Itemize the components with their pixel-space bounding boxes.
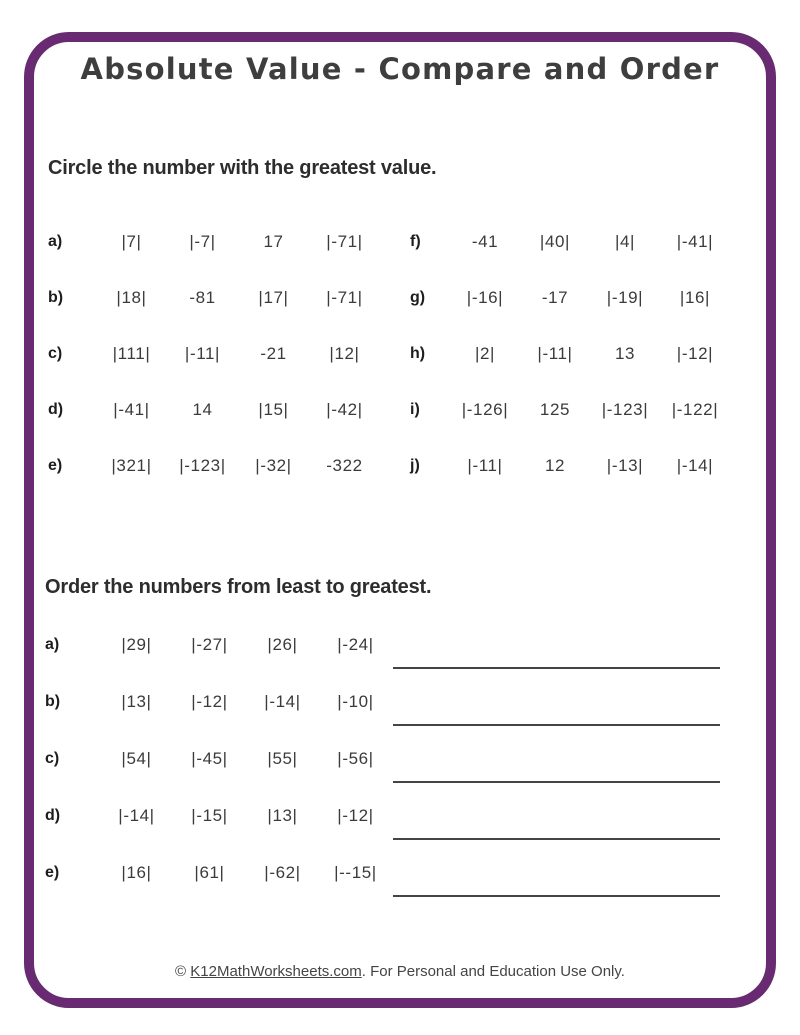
problem-row-i <box>410 382 732 438</box>
copyright-prefix: © <box>175 963 191 980</box>
value-cell: |-14| <box>676 456 714 475</box>
value-cell: |13| <box>121 692 152 711</box>
value-cell: 125 <box>539 400 571 419</box>
row-label: a) <box>48 233 63 250</box>
value-cell: |-62| <box>264 863 301 882</box>
page-title: Absolute Value - Compare and Order <box>80 52 720 86</box>
value-cell: |61| <box>194 863 225 882</box>
value-cell: |-41| <box>676 232 714 251</box>
row-label: e) <box>45 864 60 881</box>
value-cell: |40| <box>539 232 571 251</box>
value-cell: |-123| <box>179 456 226 475</box>
row-label: j) <box>410 457 420 474</box>
row-label: d) <box>48 401 64 418</box>
problem-row-b <box>48 270 384 326</box>
order-row-a <box>45 628 720 685</box>
row-label: b) <box>48 289 64 306</box>
value-cell: |55| <box>267 749 298 768</box>
value-cell: |54| <box>121 749 152 768</box>
answer-line <box>393 838 720 840</box>
value-cell: 17 <box>263 232 284 251</box>
circle-problems-right-column <box>410 214 732 494</box>
value-cell: |-41| <box>113 400 150 419</box>
problem-row-a <box>48 214 384 270</box>
row-label: i) <box>410 401 420 418</box>
order-row-c <box>45 742 720 799</box>
value-cell: |-14| <box>264 692 301 711</box>
value-cell: |-71| <box>326 288 363 307</box>
value-cell: |2| <box>474 344 496 363</box>
value-cell: -21 <box>260 344 287 363</box>
value-cell: |-11| <box>537 344 573 363</box>
order-row-b <box>45 685 720 742</box>
value-cell: |-11| <box>467 456 503 475</box>
value-cell: |-12| <box>191 692 228 711</box>
row-label: a) <box>45 636 60 653</box>
footer-suffix: . For Personal and Education Use Only. <box>361 963 625 980</box>
answer-line <box>393 895 720 897</box>
value-cell: |-16| <box>466 288 504 307</box>
value-cell: |-122| <box>671 400 719 419</box>
value-cell: |29| <box>121 635 152 654</box>
value-cell: |7| <box>121 232 142 251</box>
value-cell: |16| <box>679 288 711 307</box>
value-cell: |111| <box>112 344 151 363</box>
value-cell: |18| <box>116 288 147 307</box>
value-cell: |-27| <box>191 635 228 654</box>
value-cell: |-45| <box>191 749 228 768</box>
value-cell: |-56| <box>337 749 374 768</box>
value-cell: |15| <box>258 400 289 419</box>
value-cell: |-19| <box>606 288 644 307</box>
value-cell: |-24| <box>337 635 374 654</box>
footer-credit <box>0 963 800 980</box>
value-cell: |-7| <box>189 232 216 251</box>
row-label: g) <box>410 289 426 306</box>
problem-row-f <box>410 214 732 270</box>
value-cell: -17 <box>541 288 569 307</box>
problem-row-j <box>410 438 732 494</box>
value-cell: |12| <box>329 344 360 363</box>
value-cell: -322 <box>326 456 363 475</box>
value-cell: |-12| <box>337 806 374 825</box>
value-cell: -81 <box>189 288 216 307</box>
problem-row-h <box>410 326 732 382</box>
answer-line <box>393 781 720 783</box>
answer-line <box>393 667 720 669</box>
order-row-e <box>45 856 720 913</box>
value-cell: 14 <box>192 400 213 419</box>
value-cell: |-10| <box>337 692 374 711</box>
row-label: c) <box>48 345 63 362</box>
value-cell: |-14| <box>118 806 155 825</box>
value-cell: |-123| <box>601 400 649 419</box>
problem-row-d <box>48 382 384 438</box>
value-cell: |26| <box>267 635 298 654</box>
row-label: f) <box>410 233 421 250</box>
problem-row-g <box>410 270 732 326</box>
value-cell: |-12| <box>676 344 714 363</box>
k12mathworksheets-link[interactable]: K12MathWorksheets.com <box>190 963 362 980</box>
value-cell: |-71| <box>326 232 363 251</box>
row-label: c) <box>45 750 60 767</box>
problem-row-c <box>48 326 384 382</box>
row-label: d) <box>45 807 61 824</box>
order-problems <box>45 628 720 913</box>
circle-problems-left-column <box>48 214 384 494</box>
value-cell: |-15| <box>191 806 228 825</box>
value-cell: |-32| <box>255 456 292 475</box>
value-cell: |4| <box>614 232 636 251</box>
answer-line <box>393 724 720 726</box>
value-cell: |16| <box>121 863 152 882</box>
value-cell: |17| <box>258 288 289 307</box>
value-cell: |-13| <box>606 456 644 475</box>
value-cell: -41 <box>471 232 499 251</box>
section2-instruction: Order the numbers from least to greatest. <box>45 576 432 598</box>
value-cell: 13 <box>614 344 636 363</box>
value-cell: |321| <box>111 456 152 475</box>
value-cell: |-42| <box>326 400 363 419</box>
problem-row-e <box>48 438 384 494</box>
row-label: b) <box>45 693 61 710</box>
order-row-d <box>45 799 720 856</box>
value-cell: |-126| <box>461 400 509 419</box>
section1-instruction: Circle the number with the greatest value. <box>48 157 437 179</box>
value-cell: |-11| <box>184 344 221 363</box>
value-cell: |--15| <box>334 863 377 882</box>
value-cell: |13| <box>267 806 298 825</box>
row-label: h) <box>410 345 426 362</box>
value-cell: 12 <box>544 456 566 475</box>
row-label: e) <box>48 457 63 474</box>
